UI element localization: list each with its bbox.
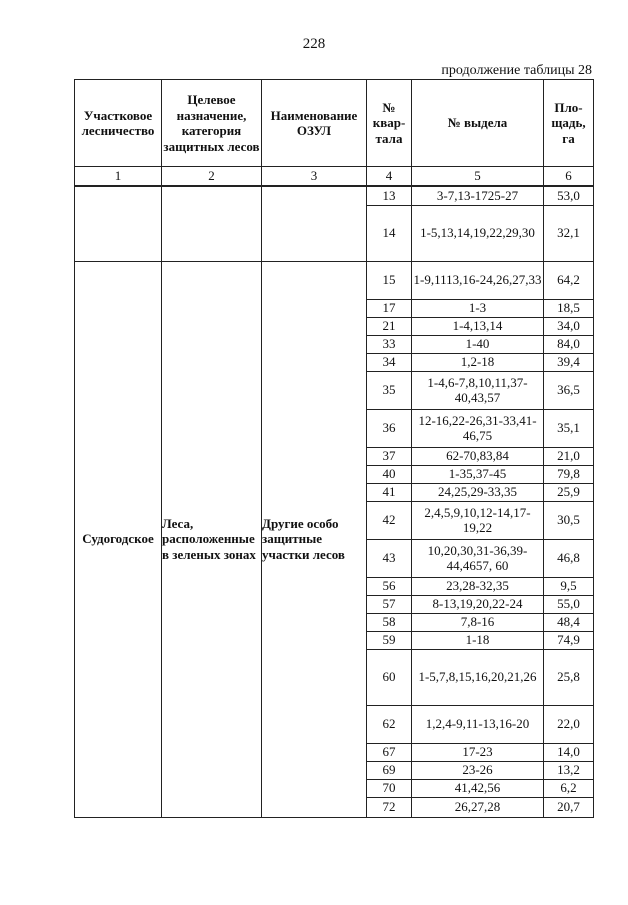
allotment-cell: 12-16,22-26,31-33,41-46,75 xyxy=(412,409,544,447)
quarter-cell: 33 xyxy=(367,335,412,353)
area-cell: 48,4 xyxy=(544,613,594,631)
allotment-cell: 7,8-16 xyxy=(412,613,544,631)
quarter-cell: 72 xyxy=(367,797,412,817)
ozul-name-cell: Другие особо защитные участки лесов xyxy=(262,261,367,817)
page-number: 228 xyxy=(302,36,326,52)
area-cell: 30,5 xyxy=(544,501,594,539)
area-cell: 20,7 xyxy=(544,797,594,817)
purpose-cell-empty xyxy=(162,186,262,261)
area-cell: 35,1 xyxy=(544,409,594,447)
area-cell: 39,4 xyxy=(544,353,594,371)
allotment-cell: 1,2,4-9,11-13,16-20 xyxy=(412,705,544,743)
table-row xyxy=(75,261,594,299)
header-ozul-name: Наименование ОЗУЛ xyxy=(262,80,367,167)
area-cell: 25,8 xyxy=(544,649,594,705)
area-cell: 18,5 xyxy=(544,299,594,317)
quarter-cell: 37 xyxy=(367,447,412,465)
header-forestry: Участковое лесничество xyxy=(75,80,162,167)
allotment-cell: 10,20,30,31-36,39-44,4657, 60 xyxy=(412,539,544,577)
area-cell: 14,0 xyxy=(544,743,594,761)
column-number: 4 xyxy=(367,167,412,187)
area-cell: 36,5 xyxy=(544,371,594,409)
column-number: 1 xyxy=(75,167,162,187)
quarter-cell: 35 xyxy=(367,371,412,409)
forestry-cell-empty xyxy=(75,186,162,261)
allotment-cell: 3-7,13-1725-27 xyxy=(412,186,544,205)
column-number: 5 xyxy=(412,167,544,187)
quarter-cell: 70 xyxy=(367,779,412,797)
allotment-cell: 1-3 xyxy=(412,299,544,317)
quarter-cell: 15 xyxy=(367,261,412,299)
allotment-cell: 1-9,1113,16-24,26,27,33 xyxy=(412,261,544,299)
quarter-cell: 56 xyxy=(367,577,412,595)
table-continuation-label: продолжение таблицы 28 xyxy=(441,63,592,78)
quarter-cell: 17 xyxy=(367,299,412,317)
area-cell: 9,5 xyxy=(544,577,594,595)
allotment-cell: 23,28-32,35 xyxy=(412,577,544,595)
area-cell: 6,2 xyxy=(544,779,594,797)
table-row xyxy=(75,186,594,205)
allotment-cell: 1,2-18 xyxy=(412,353,544,371)
table-header-row xyxy=(75,80,594,167)
allotment-cell: 1-5,13,14,19,22,29,30 xyxy=(412,205,544,261)
allotment-cell: 1-35,37-45 xyxy=(412,465,544,483)
quarter-cell: 43 xyxy=(367,539,412,577)
quarter-cell: 62 xyxy=(367,705,412,743)
forest-plots-table xyxy=(74,79,594,818)
quarter-cell: 57 xyxy=(367,595,412,613)
allotment-cell: 1-40 xyxy=(412,335,544,353)
quarter-cell: 58 xyxy=(367,613,412,631)
allotment-cell: 17-23 xyxy=(412,743,544,761)
forestry-cell: Судогодское xyxy=(75,261,162,817)
area-cell: 74,9 xyxy=(544,631,594,649)
column-number-row xyxy=(75,167,594,187)
allotment-cell: 23-26 xyxy=(412,761,544,779)
quarter-cell: 60 xyxy=(367,649,412,705)
area-cell: 21,0 xyxy=(544,447,594,465)
area-cell: 53,0 xyxy=(544,186,594,205)
column-number: 2 xyxy=(162,167,262,187)
quarter-cell: 67 xyxy=(367,743,412,761)
allotment-cell: 8-13,19,20,22-24 xyxy=(412,595,544,613)
allotment-cell: 24,25,29-33,35 xyxy=(412,483,544,501)
allotment-cell: 62-70,83,84 xyxy=(412,447,544,465)
allotment-cell: 1-18 xyxy=(412,631,544,649)
quarter-cell: 42 xyxy=(367,501,412,539)
area-cell: 79,8 xyxy=(544,465,594,483)
quarter-cell: 14 xyxy=(367,205,412,261)
area-cell: 64,2 xyxy=(544,261,594,299)
allotment-cell: 2,4,5,9,10,12-14,17-19,22 xyxy=(412,501,544,539)
quarter-cell: 21 xyxy=(367,317,412,335)
area-cell: 25,9 xyxy=(544,483,594,501)
quarter-cell: 13 xyxy=(367,186,412,205)
allotment-cell: 41,42,56 xyxy=(412,779,544,797)
purpose-cell: Леса, расположенные в зеленых зонах xyxy=(162,261,262,817)
ozul-name-cell-empty xyxy=(262,186,367,261)
allotment-cell: 1-4,6-7,8,10,11,37-40,43,57 xyxy=(412,371,544,409)
allotment-cell: 1-4,13,14 xyxy=(412,317,544,335)
header-area: Пло-щадь, га xyxy=(544,80,594,167)
column-number: 3 xyxy=(262,167,367,187)
area-cell: 46,8 xyxy=(544,539,594,577)
area-cell: 34,0 xyxy=(544,317,594,335)
area-cell: 84,0 xyxy=(544,335,594,353)
column-number: 6 xyxy=(544,167,594,187)
header-purpose: Целевое назначение, категория защитных лесов xyxy=(162,80,262,167)
quarter-cell: 59 xyxy=(367,631,412,649)
header-quarter: № квар-тала xyxy=(367,80,412,167)
area-cell: 13,2 xyxy=(544,761,594,779)
quarter-cell: 36 xyxy=(367,409,412,447)
area-cell: 55,0 xyxy=(544,595,594,613)
quarter-cell: 41 xyxy=(367,483,412,501)
area-cell: 32,1 xyxy=(544,205,594,261)
quarter-cell: 69 xyxy=(367,761,412,779)
header-allotment: № выдела xyxy=(412,80,544,167)
quarter-cell: 40 xyxy=(367,465,412,483)
quarter-cell: 34 xyxy=(367,353,412,371)
allotment-cell: 1-5,7,8,15,16,20,21,26 xyxy=(412,649,544,705)
area-cell: 22,0 xyxy=(544,705,594,743)
allotment-cell: 26,27,28 xyxy=(412,797,544,817)
